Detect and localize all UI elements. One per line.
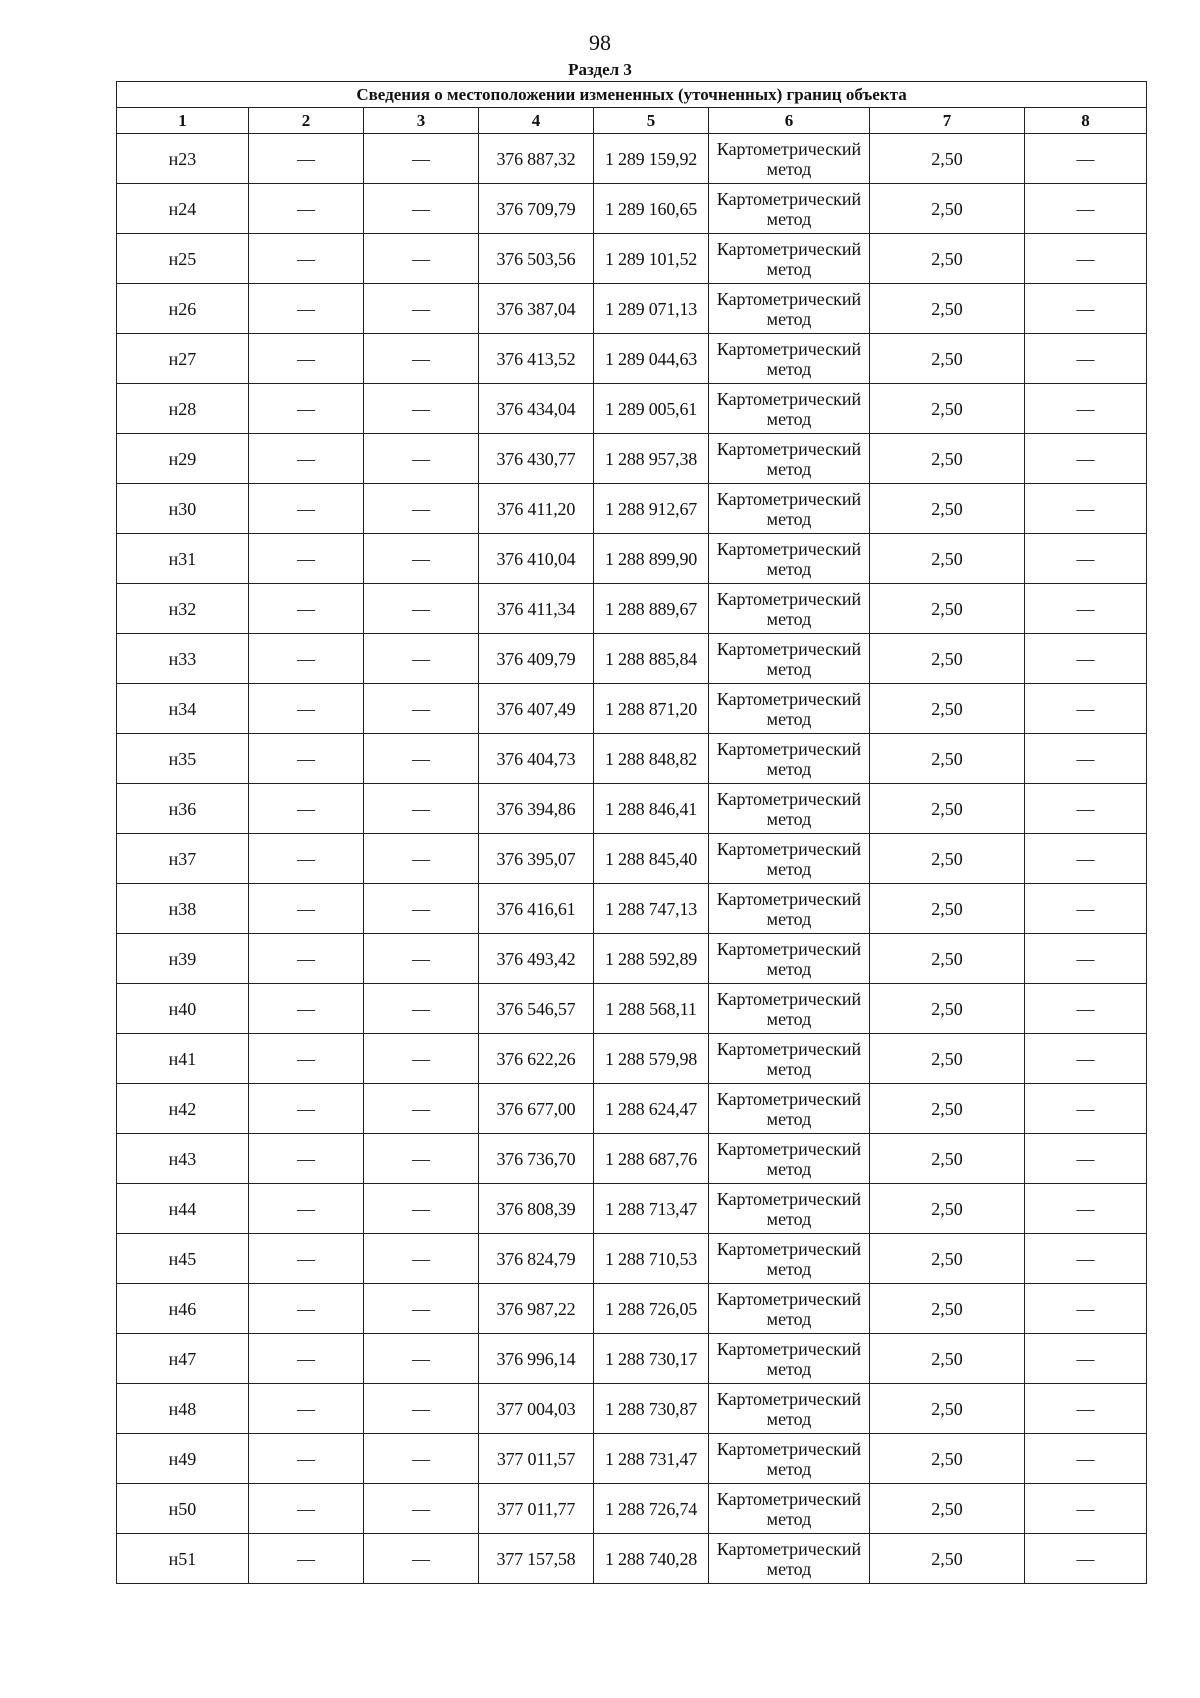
method-text: Картометрический метод <box>709 434 870 484</box>
coordinate-y: 1 288 845,40 <box>594 834 709 884</box>
table-row <box>117 334 1147 384</box>
table-body <box>117 134 1147 1584</box>
table-row <box>117 584 1147 634</box>
accuracy-value: 2,50 <box>870 734 1025 784</box>
boundary-coordinates-table <box>116 81 1147 1584</box>
table-row <box>117 1534 1147 1584</box>
empty-dash: — <box>1025 1034 1147 1084</box>
empty-dash: — <box>1025 434 1147 484</box>
empty-dash: — <box>249 1534 364 1584</box>
table-row <box>117 1034 1147 1084</box>
point-label: н25 <box>117 234 249 284</box>
point-label: н29 <box>117 434 249 484</box>
table-row <box>117 1334 1147 1384</box>
table-row <box>117 1084 1147 1134</box>
point-label: н40 <box>117 984 249 1034</box>
coordinate-y: 1 288 899,90 <box>594 534 709 584</box>
point-label: н47 <box>117 1334 249 1384</box>
method-text: Картометрический метод <box>709 684 870 734</box>
accuracy-value: 2,50 <box>870 284 1025 334</box>
empty-dash: — <box>364 1384 479 1434</box>
table-row <box>117 1184 1147 1234</box>
column-number: 1 <box>117 108 249 134</box>
method-text: Картометрический метод <box>709 834 870 884</box>
coordinate-x: 376 411,20 <box>479 484 594 534</box>
empty-dash: — <box>1025 1134 1147 1184</box>
method-text: Картометрический метод <box>709 734 870 784</box>
empty-dash: — <box>1025 784 1147 834</box>
table-row <box>117 934 1147 984</box>
empty-dash: — <box>1025 1384 1147 1434</box>
accuracy-value: 2,50 <box>870 684 1025 734</box>
empty-dash: — <box>364 284 479 334</box>
empty-dash: — <box>1025 234 1147 284</box>
empty-dash: — <box>249 1434 364 1484</box>
table-caption: Сведения о местоположении измененных (уточненных) границ объекта <box>117 82 1147 108</box>
empty-dash: — <box>249 584 364 634</box>
accuracy-value: 2,50 <box>870 334 1025 384</box>
empty-dash: — <box>364 984 479 1034</box>
table-row <box>117 434 1147 484</box>
table-row <box>117 134 1147 184</box>
coordinate-x: 376 409,79 <box>479 634 594 684</box>
accuracy-value: 2,50 <box>870 934 1025 984</box>
empty-dash: — <box>1025 1234 1147 1284</box>
table-row <box>117 484 1147 534</box>
section-title: Раздел 3 <box>568 60 632 79</box>
coordinate-y: 1 288 740,28 <box>594 1534 709 1584</box>
accuracy-value: 2,50 <box>870 1084 1025 1134</box>
empty-dash: — <box>1025 1284 1147 1334</box>
coordinate-x: 376 987,22 <box>479 1284 594 1334</box>
empty-dash: — <box>249 1134 364 1184</box>
method-text: Картометрический метод <box>709 934 870 984</box>
accuracy-value: 2,50 <box>870 784 1025 834</box>
accuracy-value: 2,50 <box>870 1134 1025 1184</box>
empty-dash: — <box>249 884 364 934</box>
empty-dash: — <box>1025 484 1147 534</box>
coordinate-y: 1 288 713,47 <box>594 1184 709 1234</box>
table-row <box>117 1434 1147 1484</box>
empty-dash: — <box>364 734 479 784</box>
empty-dash: — <box>249 434 364 484</box>
empty-dash: — <box>364 534 479 584</box>
point-label: н26 <box>117 284 249 334</box>
method-text: Картометрический метод <box>709 984 870 1034</box>
empty-dash: — <box>249 934 364 984</box>
empty-dash: — <box>364 1534 479 1584</box>
coordinate-x: 376 413,52 <box>479 334 594 384</box>
method-text: Картометрический метод <box>709 534 870 584</box>
accuracy-value: 2,50 <box>870 184 1025 234</box>
accuracy-value: 2,50 <box>870 1034 1025 1084</box>
empty-dash: — <box>364 134 479 184</box>
table-row <box>117 534 1147 584</box>
empty-dash: — <box>1025 984 1147 1034</box>
empty-dash: — <box>364 184 479 234</box>
empty-dash: — <box>364 834 479 884</box>
empty-dash: — <box>364 1484 479 1534</box>
empty-dash: — <box>1025 384 1147 434</box>
empty-dash: — <box>249 784 364 834</box>
column-number: 8 <box>1025 108 1147 134</box>
coordinate-x: 376 887,32 <box>479 134 594 184</box>
coordinate-y: 1 288 846,41 <box>594 784 709 834</box>
empty-dash: — <box>249 1384 364 1434</box>
coordinate-y: 1 289 159,92 <box>594 134 709 184</box>
page-number: 98 <box>589 30 611 55</box>
empty-dash: — <box>249 834 364 884</box>
table-row <box>117 884 1147 934</box>
empty-dash: — <box>1025 1334 1147 1384</box>
empty-dash: — <box>1025 684 1147 734</box>
accuracy-value: 2,50 <box>870 484 1025 534</box>
coordinate-y: 1 288 730,17 <box>594 1334 709 1384</box>
empty-dash: — <box>364 234 479 284</box>
table-row <box>117 834 1147 884</box>
coordinate-x: 377 011,57 <box>479 1434 594 1484</box>
empty-dash: — <box>364 684 479 734</box>
point-label: н37 <box>117 834 249 884</box>
empty-dash: — <box>364 1434 479 1484</box>
coordinate-y: 1 288 579,98 <box>594 1034 709 1084</box>
coordinate-x: 376 709,79 <box>479 184 594 234</box>
coordinate-x: 376 622,26 <box>479 1034 594 1084</box>
empty-dash: — <box>249 334 364 384</box>
empty-dash: — <box>364 584 479 634</box>
table-row <box>117 1234 1147 1284</box>
accuracy-value: 2,50 <box>870 1284 1025 1334</box>
empty-dash: — <box>249 1284 364 1334</box>
column-number: 2 <box>249 108 364 134</box>
empty-dash: — <box>364 434 479 484</box>
method-text: Картометрический метод <box>709 484 870 534</box>
empty-dash: — <box>249 234 364 284</box>
method-text: Картометрический метод <box>709 1134 870 1184</box>
empty-dash: — <box>1025 1184 1147 1234</box>
accuracy-value: 2,50 <box>870 1384 1025 1434</box>
coordinate-y: 1 288 568,11 <box>594 984 709 1034</box>
coordinate-x: 377 004,03 <box>479 1384 594 1434</box>
empty-dash: — <box>364 634 479 684</box>
method-text: Картометрический метод <box>709 1084 870 1134</box>
point-label: н39 <box>117 934 249 984</box>
empty-dash: — <box>364 784 479 834</box>
method-text: Картометрический метод <box>709 234 870 284</box>
coordinate-x: 376 404,73 <box>479 734 594 784</box>
coordinate-x: 376 430,77 <box>479 434 594 484</box>
accuracy-value: 2,50 <box>870 234 1025 284</box>
coordinate-y: 1 288 871,20 <box>594 684 709 734</box>
coordinate-y: 1 289 005,61 <box>594 384 709 434</box>
coordinate-x: 376 677,00 <box>479 1084 594 1134</box>
point-label: н32 <box>117 584 249 634</box>
method-text: Картометрический метод <box>709 584 870 634</box>
method-text: Картометрический метод <box>709 1484 870 1534</box>
coordinate-x: 376 434,04 <box>479 384 594 434</box>
coordinate-x: 376 493,42 <box>479 934 594 984</box>
coordinate-x: 376 416,61 <box>479 884 594 934</box>
empty-dash: — <box>1025 1434 1147 1484</box>
empty-dash: — <box>1025 134 1147 184</box>
empty-dash: — <box>1025 1534 1147 1584</box>
coordinate-x: 376 824,79 <box>479 1234 594 1284</box>
empty-dash: — <box>364 884 479 934</box>
table-row <box>117 1134 1147 1184</box>
point-label: н28 <box>117 384 249 434</box>
coordinate-x: 377 157,58 <box>479 1534 594 1584</box>
empty-dash: — <box>249 984 364 1034</box>
empty-dash: — <box>249 484 364 534</box>
point-label: н45 <box>117 1234 249 1284</box>
point-label: н35 <box>117 734 249 784</box>
empty-dash: — <box>1025 934 1147 984</box>
method-text: Картометрический метод <box>709 1284 870 1334</box>
method-text: Картометрический метод <box>709 1534 870 1584</box>
coordinate-x: 376 410,04 <box>479 534 594 584</box>
coordinate-y: 1 288 912,67 <box>594 484 709 534</box>
table-row <box>117 234 1147 284</box>
method-text: Картометрический метод <box>709 1334 870 1384</box>
empty-dash: — <box>1025 1084 1147 1134</box>
table-row <box>117 984 1147 1034</box>
empty-dash: — <box>1025 284 1147 334</box>
coordinate-y: 1 289 101,52 <box>594 234 709 284</box>
empty-dash: — <box>1025 1484 1147 1534</box>
coordinate-y: 1 288 848,82 <box>594 734 709 784</box>
method-text: Картометрический метод <box>709 334 870 384</box>
method-text: Картометрический метод <box>709 134 870 184</box>
empty-dash: — <box>249 734 364 784</box>
accuracy-value: 2,50 <box>870 1184 1025 1234</box>
column-number: 4 <box>479 108 594 134</box>
coordinate-x: 376 546,57 <box>479 984 594 1034</box>
empty-dash: — <box>249 684 364 734</box>
empty-dash: — <box>364 1034 479 1084</box>
method-text: Картометрический метод <box>709 1434 870 1484</box>
coordinate-y: 1 288 592,89 <box>594 934 709 984</box>
empty-dash: — <box>1025 634 1147 684</box>
accuracy-value: 2,50 <box>870 534 1025 584</box>
coordinate-x: 376 996,14 <box>479 1334 594 1384</box>
empty-dash: — <box>249 634 364 684</box>
table-row <box>117 184 1147 234</box>
accuracy-value: 2,50 <box>870 1534 1025 1584</box>
point-label: н31 <box>117 534 249 584</box>
point-label: н44 <box>117 1184 249 1234</box>
point-label: н50 <box>117 1484 249 1534</box>
empty-dash: — <box>249 284 364 334</box>
table-row <box>117 284 1147 334</box>
empty-dash: — <box>364 1134 479 1184</box>
method-text: Картометрический метод <box>709 1384 870 1434</box>
table-row <box>117 1384 1147 1434</box>
coordinate-y: 1 288 747,13 <box>594 884 709 934</box>
coordinate-x: 376 736,70 <box>479 1134 594 1184</box>
coordinate-y: 1 289 160,65 <box>594 184 709 234</box>
empty-dash: — <box>249 1084 364 1134</box>
accuracy-value: 2,50 <box>870 1434 1025 1484</box>
point-label: н27 <box>117 334 249 384</box>
coordinate-y: 1 288 726,05 <box>594 1284 709 1334</box>
coordinate-y: 1 288 710,53 <box>594 1234 709 1284</box>
empty-dash: — <box>364 484 479 534</box>
point-label: н30 <box>117 484 249 534</box>
point-label: н38 <box>117 884 249 934</box>
accuracy-value: 2,50 <box>870 834 1025 884</box>
coordinate-x: 376 394,86 <box>479 784 594 834</box>
coordinate-y: 1 288 726,74 <box>594 1484 709 1534</box>
empty-dash: — <box>1025 334 1147 384</box>
empty-dash: — <box>364 1284 479 1334</box>
point-label: н23 <box>117 134 249 184</box>
point-label: н46 <box>117 1284 249 1334</box>
empty-dash: — <box>249 1034 364 1084</box>
empty-dash: — <box>364 384 479 434</box>
column-number: 6 <box>709 108 870 134</box>
table-row <box>117 684 1147 734</box>
empty-dash: — <box>249 1334 364 1384</box>
table-caption-row <box>117 82 1147 108</box>
coordinate-x: 376 387,04 <box>479 284 594 334</box>
method-text: Картометрический метод <box>709 784 870 834</box>
accuracy-value: 2,50 <box>870 434 1025 484</box>
coordinate-x: 376 395,07 <box>479 834 594 884</box>
method-text: Картометрический метод <box>709 1034 870 1084</box>
empty-dash: — <box>249 134 364 184</box>
point-label: н24 <box>117 184 249 234</box>
point-label: н34 <box>117 684 249 734</box>
point-label: н43 <box>117 1134 249 1184</box>
point-label: н33 <box>117 634 249 684</box>
accuracy-value: 2,50 <box>870 384 1025 434</box>
empty-dash: — <box>1025 184 1147 234</box>
empty-dash: — <box>364 1234 479 1284</box>
coordinate-y: 1 288 957,38 <box>594 434 709 484</box>
coordinate-y: 1 288 889,67 <box>594 584 709 634</box>
point-label: н41 <box>117 1034 249 1084</box>
point-label: н36 <box>117 784 249 834</box>
coordinate-y: 1 288 885,84 <box>594 634 709 684</box>
coordinate-y: 1 288 624,47 <box>594 1084 709 1134</box>
table-row <box>117 734 1147 784</box>
method-text: Картометрический метод <box>709 1184 870 1234</box>
coordinate-x: 377 011,77 <box>479 1484 594 1534</box>
method-text: Картометрический метод <box>709 384 870 434</box>
accuracy-value: 2,50 <box>870 134 1025 184</box>
empty-dash: — <box>1025 834 1147 884</box>
table-row <box>117 1484 1147 1534</box>
method-text: Картометрический метод <box>709 884 870 934</box>
empty-dash: — <box>1025 734 1147 784</box>
coordinate-x: 376 411,34 <box>479 584 594 634</box>
coordinate-y: 1 288 730,87 <box>594 1384 709 1434</box>
coordinate-y: 1 289 071,13 <box>594 284 709 334</box>
empty-dash: — <box>364 1084 479 1134</box>
empty-dash: — <box>364 334 479 384</box>
table-row <box>117 784 1147 834</box>
column-number: 7 <box>870 108 1025 134</box>
point-label: н48 <box>117 1384 249 1434</box>
table-row <box>117 1284 1147 1334</box>
accuracy-value: 2,50 <box>870 984 1025 1034</box>
table-row <box>117 384 1147 434</box>
accuracy-value: 2,50 <box>870 884 1025 934</box>
method-text: Картометрический метод <box>709 184 870 234</box>
accuracy-value: 2,50 <box>870 1334 1025 1384</box>
coordinate-x: 376 407,49 <box>479 684 594 734</box>
coordinate-y: 1 289 044,63 <box>594 334 709 384</box>
accuracy-value: 2,50 <box>870 1484 1025 1534</box>
empty-dash: — <box>249 384 364 434</box>
coordinate-y: 1 288 731,47 <box>594 1434 709 1484</box>
method-text: Картометрический метод <box>709 1234 870 1284</box>
empty-dash: — <box>364 1184 479 1234</box>
empty-dash: — <box>1025 884 1147 934</box>
method-text: Картометрический метод <box>709 284 870 334</box>
empty-dash: — <box>364 1334 479 1384</box>
point-label: н42 <box>117 1084 249 1134</box>
empty-dash: — <box>1025 584 1147 634</box>
column-number: 3 <box>364 108 479 134</box>
empty-dash: — <box>249 1184 364 1234</box>
empty-dash: — <box>1025 534 1147 584</box>
accuracy-value: 2,50 <box>870 1234 1025 1284</box>
coordinate-y: 1 288 687,76 <box>594 1134 709 1184</box>
empty-dash: — <box>249 1484 364 1534</box>
accuracy-value: 2,50 <box>870 634 1025 684</box>
empty-dash: — <box>249 184 364 234</box>
empty-dash: — <box>249 1234 364 1284</box>
coordinate-x: 376 503,56 <box>479 234 594 284</box>
point-label: н49 <box>117 1434 249 1484</box>
column-number-row <box>117 108 1147 134</box>
point-label: н51 <box>117 1534 249 1584</box>
column-number: 5 <box>594 108 709 134</box>
empty-dash: — <box>364 934 479 984</box>
accuracy-value: 2,50 <box>870 584 1025 634</box>
coordinate-x: 376 808,39 <box>479 1184 594 1234</box>
method-text: Картометрический метод <box>709 634 870 684</box>
empty-dash: — <box>249 534 364 584</box>
table-row <box>117 634 1147 684</box>
